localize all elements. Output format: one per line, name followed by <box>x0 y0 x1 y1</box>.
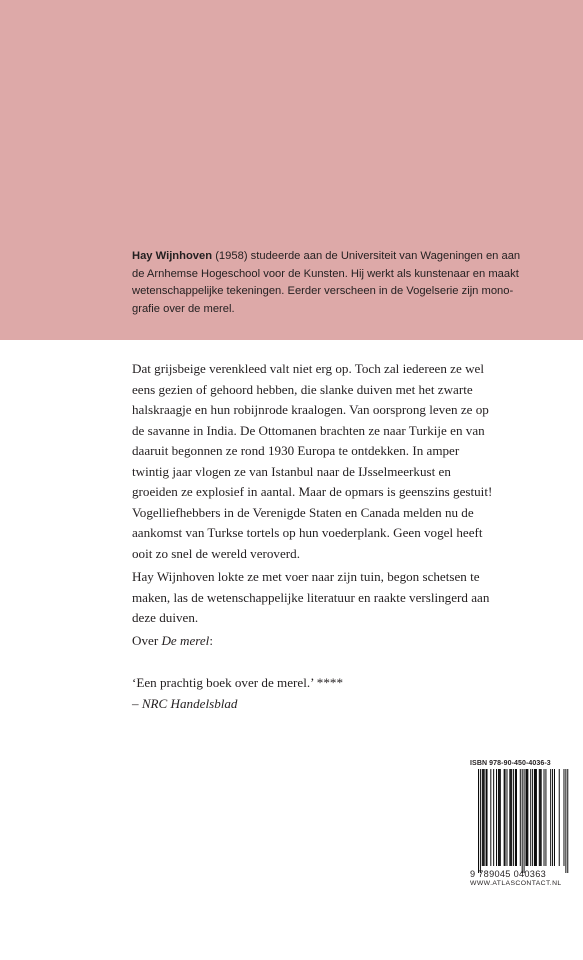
barcode-bar <box>539 769 540 866</box>
blurb-line: groeiden ze explosief in aantal. Maar de opmars is geenszins gestuit! <box>132 484 493 499</box>
blurb-line: de savanne in India. De Ottomanen brachten ze naar Turkije en van <box>132 422 485 438</box>
barcode-bar <box>567 769 568 873</box>
barcode-bar <box>550 769 551 866</box>
barcode-bar <box>505 769 506 866</box>
author-paragraph <box>132 567 577 629</box>
bio-line-2: de Arnhemse Hogeschool voor de Kunsten. Hij werkt als kunstenaar en maakt <box>132 267 519 280</box>
barcode-bar <box>493 769 494 866</box>
blurb-line: ooit zo snel de wereld veroverd. <box>132 545 300 561</box>
barcode-bar <box>486 769 487 866</box>
bio-line-4: grafie over de merel. <box>132 302 235 315</box>
bio-line-1: Hay Wijnhoven (1958) studeerde aan de Universiteit van Wageningen en aan <box>132 250 521 262</box>
barcode-bar <box>527 769 528 866</box>
isbn-barcode <box>470 759 570 879</box>
previous-book-title: De merel <box>161 633 210 648</box>
barcode-bar <box>499 769 500 866</box>
author-bio <box>132 248 572 318</box>
barcode-bar <box>522 769 523 873</box>
quote-source: – NRC Handelsblad <box>132 695 238 711</box>
barcode-bar <box>516 769 517 866</box>
barcode-bar <box>511 769 512 866</box>
barcode-bar <box>484 769 485 866</box>
barcode-bar <box>526 769 527 866</box>
barcode-bar <box>509 769 510 866</box>
barcode-bar <box>552 769 553 866</box>
barcode-bar <box>513 769 514 866</box>
barcode-bar <box>515 769 516 866</box>
quote-text: ‘Een prachtig boek over de merel.’ **** <box>132 675 343 690</box>
barcode-bar <box>520 769 521 866</box>
barcode-bar <box>536 769 537 866</box>
barcode-bar <box>530 769 531 866</box>
barcode-bar <box>559 769 560 866</box>
barcode-icon <box>470 769 570 873</box>
book-blurb <box>132 359 577 564</box>
barcode-bar <box>496 769 497 866</box>
barcode-bar <box>565 769 566 873</box>
barcode-bar <box>541 769 542 866</box>
paragraph-line: deze duiven. <box>132 610 199 625</box>
barcode-bar <box>510 769 511 866</box>
barcode-bar <box>524 769 525 873</box>
blurb-line: twintig jaar vlogen ze van Istanbul naar de IJsselmeerkust en <box>132 463 451 479</box>
over-heading: Over De merel: <box>132 633 213 648</box>
barcode-bar <box>534 769 535 866</box>
barcode-bar <box>540 769 541 866</box>
barcode-bar <box>482 769 483 866</box>
barcode-bar <box>535 769 536 866</box>
publisher-website: WWW.ATLASCONTACT.NL <box>470 880 562 887</box>
author-name: Hay Wijnhoven <box>132 250 213 262</box>
barcode-bar <box>545 769 546 866</box>
barcode-bar <box>500 769 501 866</box>
blurb-line: Dat grijsbeige verenkleed valt niet erg op. Toch zal iedereen ze wel <box>132 361 484 376</box>
paragraph-line: maken, las de wetenschappelijke literatuur en raakte verslingerd aan <box>132 589 490 605</box>
barcode-bar <box>544 769 545 866</box>
isbn-label: ISBN 978-90-450-4036-3 <box>470 760 551 767</box>
press-quote <box>132 673 343 714</box>
blurb-line: Vogelliefhebbers in de Verenigde Staten en Canada melden nu de <box>132 504 474 520</box>
barcode-bar <box>483 769 484 866</box>
blurb-line: eens gezien of gehoord hebben, die slanke duiven met het zwarte <box>132 381 473 397</box>
barcode-bar <box>504 769 505 866</box>
barcode-bar <box>532 769 533 866</box>
blurb-line: aankomst van Turkse tortels op hun voederplank. Geen vogel heeft <box>132 525 483 540</box>
barcode-bar <box>490 769 491 866</box>
paragraph-line: Hay Wijnhoven lokte ze met voer naar zijn tuin, begon schetsen te <box>132 569 480 584</box>
blurb-line: daaruit begonnen ze rond 1930 Europa te ontdekken. In amper <box>132 443 460 458</box>
bio-line-3: wetenschappelijke tekeningen. Eerder verscheen in de Vogelserie zijn mono- <box>132 285 514 298</box>
barcode-bar <box>480 769 481 873</box>
barcode-bar <box>526 769 527 866</box>
barcode-bar <box>564 769 565 866</box>
barcode-bar <box>554 769 555 866</box>
barcode-bar <box>507 769 508 866</box>
barcode-bar <box>478 769 479 873</box>
barcode-digits: 9 789045 040363 <box>470 869 547 879</box>
barcode-bar <box>487 769 488 866</box>
blurb-line: halskraagje en hun robijnrode kraalogen. Van oorsprong leven ze op <box>132 402 489 417</box>
barcode-bar <box>498 769 499 866</box>
